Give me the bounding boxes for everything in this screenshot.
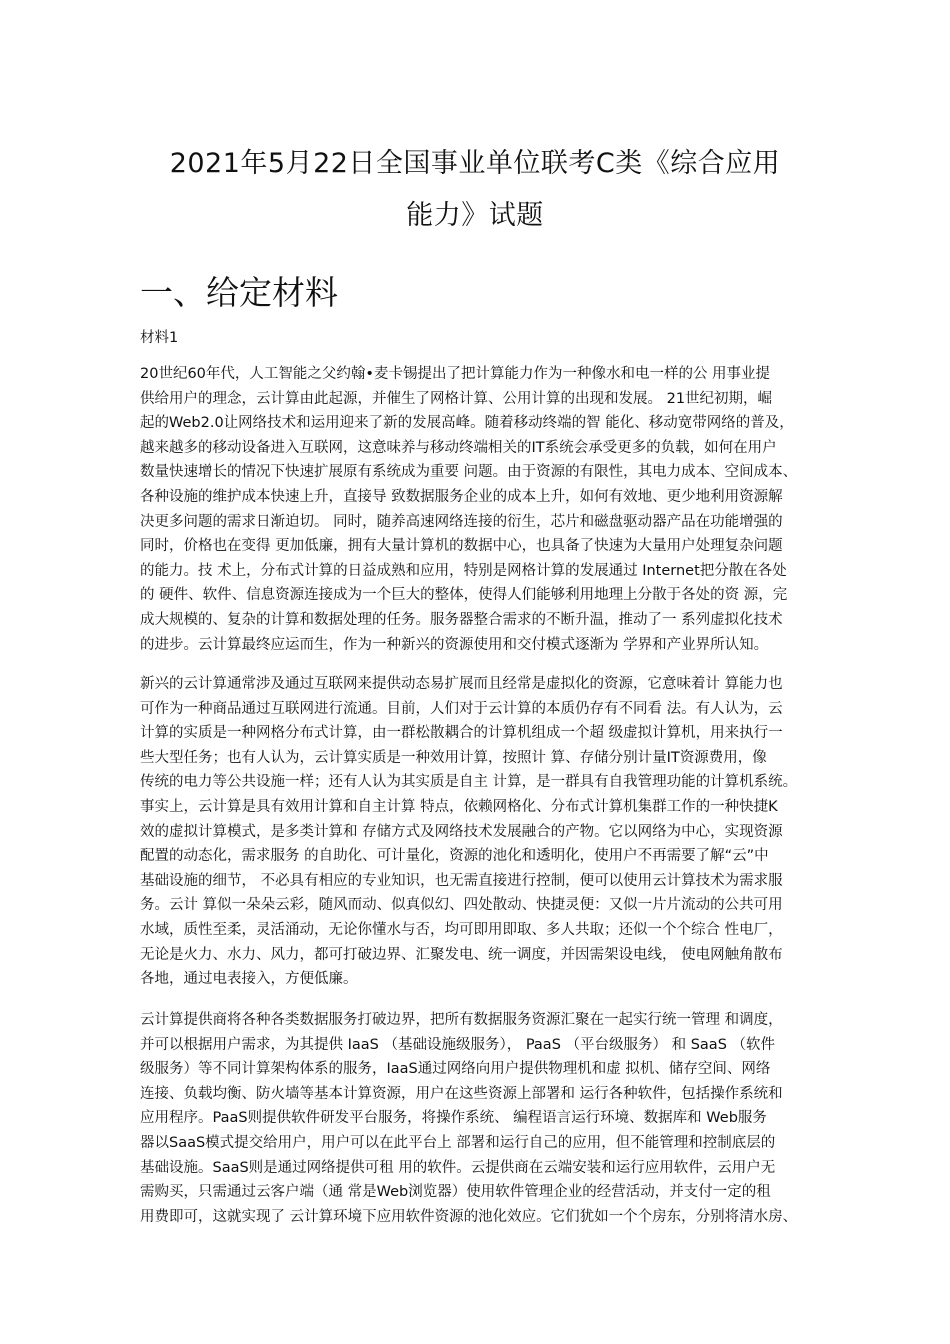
text-line: 的能力。技 术上，分布式计算的日益成熟和应用，特别是网格计算的发展通过 Internet把分散在各处 — [140, 562, 787, 579]
text-line: 需购买，只需通过云客户端（通 常是Web浏览器）使用软件管理企业的经营活动，并支付一定的租 — [140, 1184, 771, 1201]
text-line: 计算的实质是一种网格分布式计算，由一群松散耦合的计算机组成一个超 级虚拟计算机，用来执行一 — [140, 725, 783, 742]
title-line: 能力》试题 — [406, 200, 544, 231]
text-line: 级服务）等不同计算架构体系的服务，IaaS通过网络向用户提供物理机和虚 拟机、储存空间、网络 — [140, 1061, 771, 1078]
text-line: 基础设施的细节， 不必具有相应的专业知识，也无需直接进行控制，便可以使用云计算技术为需求服 — [140, 872, 783, 889]
title-line: 2021年5月22日全国事业单位联考C类《综合应用 — [169, 148, 781, 179]
text-line: 云计算提供商将各种各类数据服务打破边界，把所有数据服务资源汇聚在一起实行统一管理 和调度， — [140, 1012, 783, 1028]
text-line: 各种设施的维护成本快速上升，直接导 致数据服务企业的成本上升，如何有效地、更少地利用资源解 — [140, 488, 783, 505]
text-line: 可作为一种商品通过互联网进行流通。目前，人们对于云计算的本质仍存有不同看 法。有人认为，云 — [140, 700, 783, 717]
text-line: 用费即可，这就实现了 云计算环境下应用软件资源的池化效应。它们犹如一个个房东，分别将清水房、 — [140, 1208, 798, 1225]
text-line: 的进步。云计算最终应运而生，作为一种新兴的资源使用和交付模式逐渐为 学界和产业界所认知。 — [140, 636, 769, 653]
text-line: 成大规模的、复杂的计算和数据处理的任务。服务器整合需求的不断升温，推动了一 系列虚拟化技术 — [140, 611, 783, 628]
paragraph-2 — [140, 672, 820, 992]
text-line: 应用程序。PaaS则提供软件研发平台服务，将操作系统、 编程语言运行环境、数据库和 Web服务 — [140, 1110, 767, 1127]
text-line: 20世纪60年代，人工智能之父约翰•麦卡锡提出了把计算能力作为一种像水和电一样的公 用事业提 — [140, 366, 771, 382]
text-line: 越来越多的移动设备进入互联网，这意味养与移动终端相关的IT系统会承受更多的负载，如何在用户 — [140, 439, 777, 456]
material-label: 材料1 — [140, 330, 179, 346]
text-line: 同时，价格也在变得 更加低廉，拥有大量计算机的数据中心，也具备了快速为大量用户处理复杂问题 — [140, 538, 783, 555]
paragraph-3 — [140, 1008, 820, 1229]
text-line: 各地，通过电表接入，方便低廉。 — [140, 971, 358, 988]
text-line: 效的虚拟计算模式，是多类计算和 存储方式及网络技术发展融合的产物。它以网络为中心，实现资源 — [140, 823, 783, 840]
text-line: 务。云计 算似一朵朵云彩，随风而动、似真似幻、四处散动、快捷灵便：又似一片片流动的公共可用 — [140, 897, 783, 914]
text-line: 连接、负载均衡、防火墙等基本计算资源，用户在这些资源上部署和 运行各种软件，包括操作系统和 — [140, 1085, 783, 1102]
text-line: 基础设施。SaaS则是通过网络提供可租 用的软件。云提供商在云端安装和运行应用软件，云用户无 — [140, 1159, 776, 1176]
text-line: 的 硬件、软件、信息资源连接成为一个巨大的整体，使得人们能够利用地理上分散于各处的资 源，完 — [140, 587, 788, 604]
text-line: 数量快速增长的情况下快速扩展原有系统成为重要 问题。由于资源的有限性，其电力成本、空间成本、 — [140, 464, 798, 481]
text-line: 新兴的云计算通常涉及通过互联网来提供动态易扩展而且经常是虚拟化的资源，它意味着计 算能力也 — [140, 676, 783, 692]
text-line: 决更多问题的需求日渐迫切。 同时，随养高速网络连接的衍生，芯片和磁盘驱动器产品在功能增强的 — [140, 513, 783, 530]
text-line: 供给用户的理念，云计算由此起源，并催生了网格计算、公用计算的出现和发展。 21世纪初期，崛 — [140, 390, 773, 407]
paragraph-1 — [140, 362, 820, 657]
section-heading: 一、给定材料 — [140, 273, 338, 312]
text-line: 传统的电力等公共设施一样；还有人认为其实质是自主 计算，是一群具有自我管理功能的计算机系统。 — [140, 774, 798, 791]
text-line: 水域，质性至柔，灵活涌动，无论你懂水与否，均可即用即取、多人共取；还似一个个综合 性电厂， — [140, 921, 783, 938]
text-line: 事实上，云计算是具有效用计算和自主计算 特点，依赖网格化、分布式计算机集群工作的一种快捷K — [140, 798, 778, 815]
text-line: 起的Web2.0让网络技术和运用迎来了新的发展高峰。随着移动终端的智 能化、移动宽带网络的普及， — [140, 415, 794, 432]
text-line: 并可以根据用户需求，为其提供 IaaS （基础设施级服务）， PaaS （平台级服务） 和 SaaS （软件 — [140, 1036, 776, 1053]
text-line: 器以SaaS模式提交给用户，用户可以在此平台上 部署和运行自己的应用，但不能管理和控制底层的 — [140, 1134, 776, 1151]
document-title — [100, 138, 850, 242]
text-line: 无论是火力、水力、风力，都可打破边界、汇聚发电、统一调度，并因需架设电线， 使电网触角散布 — [140, 946, 783, 963]
text-line: 些大型任务；也有人认为，云计算实质是一种效用计算，按照计 算、存储分别计量IT资源费用，像 — [140, 749, 767, 766]
text-line: 配置的动态化，需求服务 的自助化、可计量化，资源的池化和透明化，使用户不再需要了解“云”中 — [140, 848, 769, 865]
